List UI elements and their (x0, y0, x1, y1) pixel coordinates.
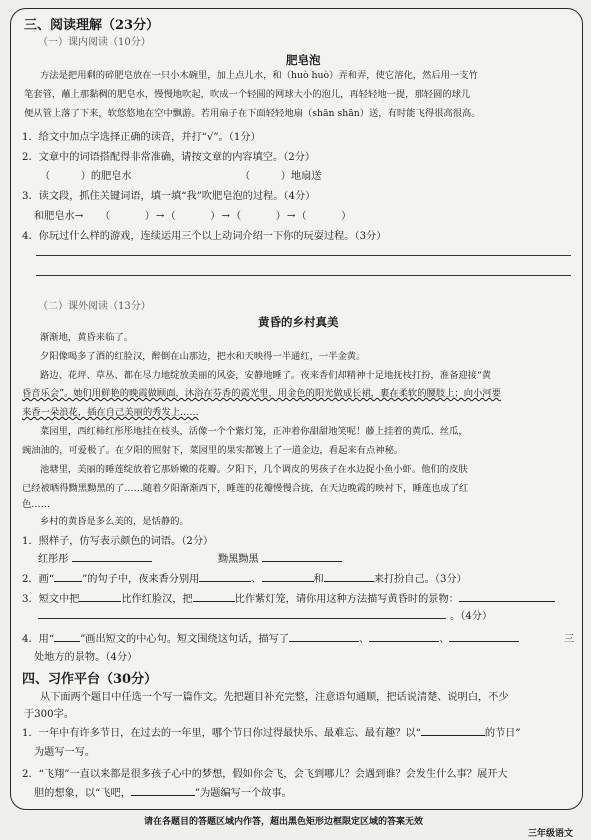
q3-blank-3[interactable] (459, 590, 555, 602)
writing-intro-line-2: 于300字。 (24, 709, 75, 720)
q2-line-sample (54, 570, 82, 582)
q3-points: 。（4分） (450, 611, 493, 622)
writing-topic-1-end: 为题写一写。 (34, 747, 96, 758)
passage2-line-4-wavy: 昏音乐会”。她们用鲜艳的晚霞做顾面，沐浴在芬香的霞光里，用金色的阳光做成长裙，裹在柔软的腰肢上；向小河要 (22, 388, 501, 399)
section-heading-writing: 四、习作平台（30分） (22, 672, 158, 687)
q4-blank-1[interactable] (289, 630, 359, 642)
passage2-line-10: 色…… (22, 499, 50, 510)
grade-subject-label: 三年级语文 (528, 829, 574, 839)
q2-blank-3[interactable] (324, 570, 374, 582)
q2-blank-b[interactable]: （ ）地扇送 (240, 171, 322, 182)
answer-line-1[interactable] (36, 255, 571, 256)
writing-topic-2-line-1: 2．“飞翔”一直以来都是很多孩子心中的梦想，假如你会飞，会飞到哪儿？会遇到谁？会发生什么事？展开大 (22, 769, 508, 780)
answer-line-2[interactable] (36, 275, 571, 276)
part1-question-3: 3．读文段，抓住关键词语，填一填“我”吹肥皂泡的过程。（4分） (22, 191, 316, 202)
passage2-line-2: 夕阳像喝多了酒的红脸汉，醉倒在山那边，把水和天映得一半通红，一半金黄。 (40, 351, 366, 362)
passage1-line-1: 方法是把用剩的碎肥皂放在一只小木碗里，加上点儿水，和（huò huò）弄和弄，使它溶化，然后用一支竹 (40, 70, 478, 81)
part2-question-2: 2．画“ ”的句子中，夜来香分别用 、 和 来打扮自己。（3分） (22, 570, 467, 585)
part2-question-3: 3．短文中把 比作红脸汉，把 比作紫灯笼，请你用这种方法描写黄昏时的景物： (22, 590, 555, 605)
passage2-line-11: 乡村的黄昏是多么美的，是恬静的。 (40, 516, 189, 527)
passage2-line-3: 路边、花坪、草丛、都在尽力地绽放美丽的风姿，安静地睡了。夜来香们却精神十足地抚枝打扮，准备迎接“黄 (40, 370, 492, 381)
q4-blank-3[interactable] (449, 630, 519, 642)
writing-topic-1: 1．一年中有许多节日，在过去的一年里，哪个节日你过得最快乐、最难忘、最有趣？以“ 的节日” (22, 724, 521, 739)
q4-blank-2[interactable] (369, 630, 439, 642)
q3-chain-blanks[interactable]: （ ）→（ ）→（ ）→（ ） (100, 211, 353, 222)
passage1-line-2: 笔套管，蘸上那黏稠的肥皂水，慢慢地吹起，吹成一个轻圆的网球大小的泡儿，再轻轻地一提，那轻圆的球儿 (24, 89, 471, 100)
q2-blank-a[interactable]: （ ）的肥皂水 (40, 171, 132, 182)
passage2-line-6: 菜园里，西红柿红彤彤地挂在枝头，活像一个个紫灯笼，正冲着你甜甜地笑呢！藤上挂着的黄瓜、丝瓜， (40, 426, 468, 437)
q1-example-1: 红彤彤 (38, 550, 152, 565)
q3-answer-line[interactable] (38, 618, 446, 619)
passage2-line-5-wavy: 来香一朵浪花，插在自己美丽的秀发上…… (22, 407, 199, 418)
q1-example-2: 黝黑黝黑 (218, 550, 342, 565)
part1-question-4: 4．你玩过什么样的游戏，连续运用三个以上动词介绍一下你的玩耍过程。（3分） (22, 231, 387, 242)
passage2-line-9: 已经被晒得黝黑黝黑的了……随着夕阳渐渐西下，睡莲的花瓣慢慢合拢，在天边晚霞的映衬下，睡莲也成了红 (22, 483, 469, 494)
topic2-title-blank[interactable] (131, 784, 195, 796)
q3-blank-2[interactable] (193, 590, 235, 602)
passage-title-soap-bubble: 肥皂泡 (286, 53, 321, 67)
part1-label: （一）课内阅读（10分） (38, 37, 151, 48)
q4-tail-san: 三 (564, 634, 575, 645)
answer-area-notice: 请在各题目的答题区域内作答，超出黑色矩形边框限定区域的答案无效 (144, 817, 424, 827)
passage2-line-1: 渐渐地，黄昏来临了。 (40, 332, 133, 343)
writing-topic-2-line-2: 胆的想象，以“飞吧， ”为题编写一个故事。 (34, 784, 292, 799)
q1-blank-2[interactable] (262, 550, 342, 562)
q3-blank-1[interactable] (79, 590, 121, 602)
q1-blank-1[interactable] (72, 550, 152, 562)
passage1-line-3: 便从管上落了下来，软悠悠地在空中飘游。若用扇子在下面轻轻地扇（shān shān）送，有时能飞得很高很高。 (24, 108, 481, 119)
part2-label: （二）课外阅读（13分） (38, 301, 151, 312)
part1-question-2: 2．文章中的词语搭配得非常准确，请按文章的内容填空。（2分） (22, 152, 316, 163)
q2-blank-2[interactable] (262, 570, 314, 582)
part2-question-1: 1．照样子，仿写表示颜色的词语。（2分） (22, 536, 214, 547)
passage2-line-8: 池塘里，美丽的睡莲绽放着它那娇嫩的花瓣。夕阳下，几个调皮的男孩子在水边捉小鱼小虾。他们的皮肤 (40, 464, 468, 475)
writing-intro-line-1: 从下面两个题目中任选一个写一篇作文。先把题目补充完整，注意语句通顺，把话说清楚、说明白，不少 (40, 692, 509, 703)
q4-continuation: 处地方的景物。（4分） (34, 652, 138, 663)
part1-question-1: 1．给文中加点字选择正确的读音，并打“√”。（1分） (22, 132, 261, 143)
q2-blank-1[interactable] (199, 570, 251, 582)
part2-question-4: 4．用“ ”画出短文的中心句。短文围绕这句话，描写了 、 、 (22, 630, 519, 645)
q4-line-sample (54, 630, 80, 642)
section-heading-reading: 三、阅读理解（23分） (24, 18, 160, 33)
topic1-title-blank[interactable] (421, 724, 485, 736)
passage2-line-7: 豌油油的，可爱极了。在夕阳的照射下，菜园里的果实都镀上了一道金边，看起来有点神秘。 (22, 445, 404, 456)
passage-title-village-dusk: 黄昏的乡村真美 (258, 315, 339, 329)
q3-chain-start: 和肥皂水→ (34, 211, 84, 222)
